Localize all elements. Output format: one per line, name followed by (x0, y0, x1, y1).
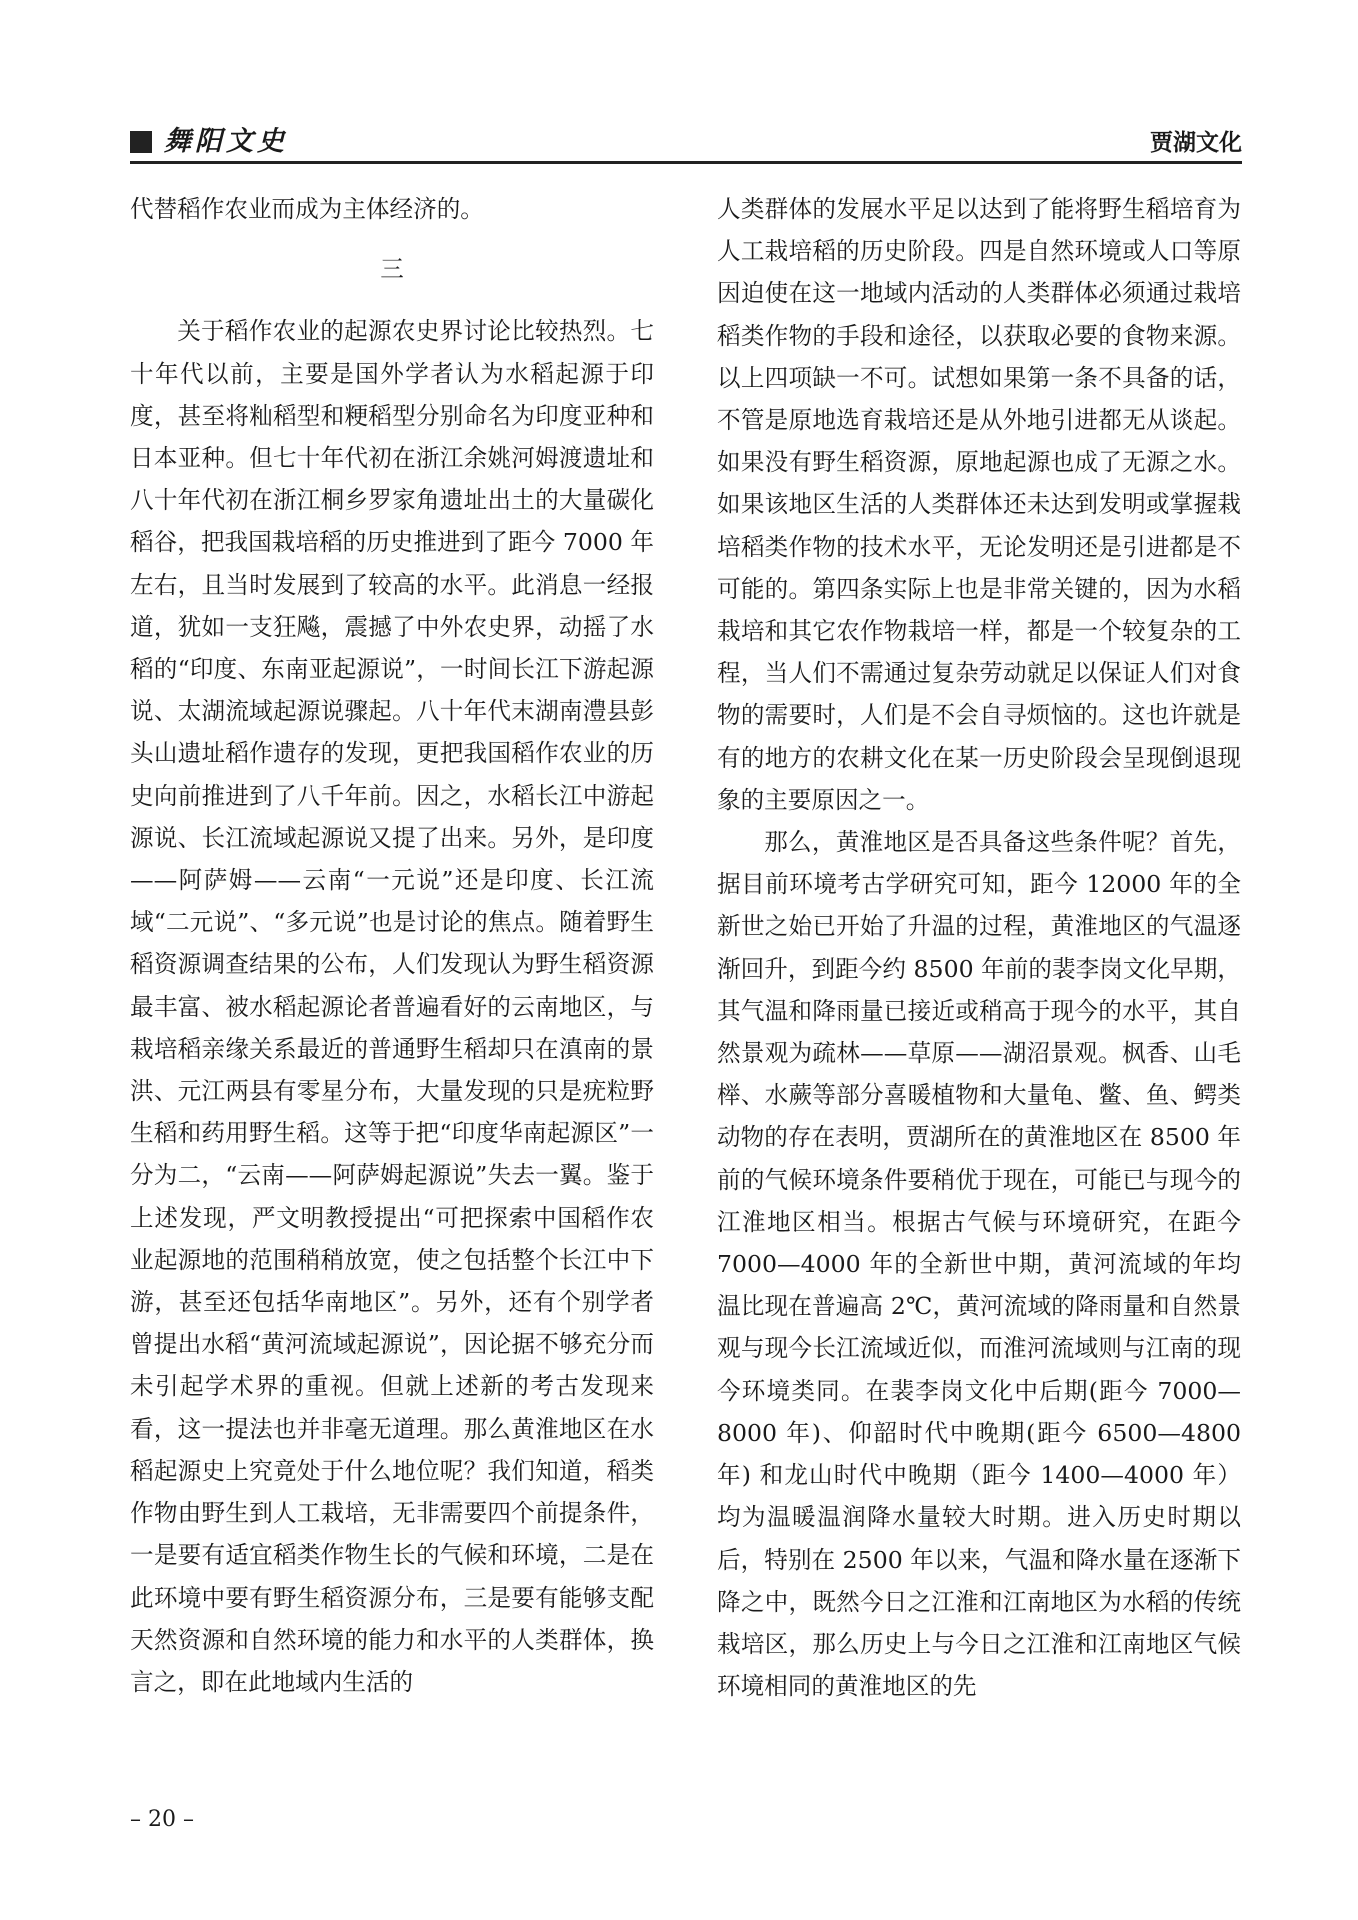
section-heading: 三 (380, 255, 404, 284)
header-square-icon (130, 131, 152, 153)
section-title: 贾湖文化 (1150, 130, 1242, 156)
paragraph: 关于稻作农业的起源农史界讨论比较热烈。七十年代以前，主要是国外学者认为水稻起源于印度，甚至将籼稻型和粳稻型分别命名为印度亚种和日本亚种。但七十年代初在浙江余姚河姆渡遗址和八十年代初在浙江桐乡罗家角遗址出土的大量碳化稻谷，把我国栽培稻的历史推进到了距今 7000 年左右，且当时发展到了较高的水平。此消息一经报道，犹如一支狂飚，震撼了中外农史界，动摇了水稻的“印度、东南亚起源说”，一时间长江下游起源说、太湖流域起源说骤起。八十年代末湖南澧县彭头山遗址稻作遗存的发现，更把我国稻作农业的历史向前推进到了八千年前。因之，水稻长江中游起源说、长江流域起源说又提了出来。另外，是印度——阿萨姆——云南“一元说”还是印度、长江流域“二元说”、“多元说”也是讨论的焦点。随着野生稻资源调查结果的公布，人们发现认为野生稻资源最丰富、被水稻起源论者普遍看好的云南地区，与栽培稻亲缘关系最近的普通野生稻却只在滇南的景洪、元江两县有零星分布，大量发现的只是疣粒野生稻和药用野生稻。这等于把“印度华南起源区”一分为二，“云南——阿萨姆起源说”失去一翼。鉴于上述发现，严文明教授提出“可把探索中国稻作农业起源地的范围稍稍放宽，使之包括整个长江中下游，甚至还包括华南地区”。另外，还有个别学者曾提出水稻“黄河流域起源说”，因论据不够充分而未引起学术界的重视。但就上述新的考古发现来看，这一提法也并非毫无道理。那么黄淮地区在水稻起源史上究竟处于什么地位呢？我们知道，稻类作物由野生到人工栽培，无非需要四个前提条件，一是要有适宜稻类作物生长的气候和环境，二是在此环境中要有野生稻资源分布，三是要有能够支配天然资源和自然环境的能力和水平的人类群体，换言之，即在此地域内生活的 (130, 317, 654, 1696)
page-number: – 20 – (130, 1807, 194, 1832)
paragraph: 那么，黄淮地区是否具备这些条件呢？首先，据目前环境考古学研究可知，距今 12000 年的全新世之始已开始了升温的过程，黄淮地区的气温逐渐回升，到距今约 8500 年前的裴李岗文化早期，其气温和降雨量已接近或稍高于现今的水平，其自然景观为疏林——草原——湖沼景观。枫香、山毛榉、水蕨等部分喜暖植物和大量龟、鳖、鱼、鳄类动物的存在表明，贾湖所在的黄淮地区在 8500 年前的气候环境条件要稍优于现在，可能已与现今的江淮地区相当。根据古气候与环境研究，在距今 7000—4000 年的全新世中期，黄河流域的年均温比现在普遍高 2℃，黄河流域的降雨量和自然景观与现今长江流域近似，而淮河流域则与江南的现今环境类同。在裴李岗文化中后期(距今 7000—8000 年)、仰韶时代中晚期(距今 6500—4800 年) 和龙山时代中晚期（距今 1400—4000 年）均为温暖温润降水量较大时期。进入历史时期以后，特别在 2500 年以来，气温和降水量在逐渐下降之中，既然今日之江淮和江南地区为水稻的传统栽培区，那么历史上与今日之江淮和江南地区气候环境相同的黄淮地区的先 (717, 828, 1241, 1701)
paragraph: 代替稻作农业而成为主体经济的。 (130, 195, 484, 223)
page-header (130, 128, 1242, 158)
right-column (717, 188, 1241, 1707)
header-rule (130, 161, 1242, 164)
journal-title: 舞阳文史 (164, 126, 288, 157)
left-column (130, 188, 654, 1703)
paragraph: 人类群体的发展水平足以达到了能将野生稻培育为人工栽培稻的历史阶段。四是自然环境或人口等原因迫使在这一地域内活动的人类群体必须通过栽培稻类作物的手段和途径，以获取必要的食物来源。以上四项缺一不可。试想如果第一条不具备的话，不管是原地选育栽培还是从外地引进都无从谈起。如果没有野生稻资源，原地起源也成了无源之水。如果该地区生活的人类群体还未达到发明或掌握栽培稻类作物的技术水平，无论发明还是引进都是不可能的。第四条实际上也是非常关键的，因为水稻栽培和其它农作物栽培一样，都是一个较复杂的工程，当人们不需通过复杂劳动就足以保证人们对食物的需要时，人们是不会自寻烦恼的。这也许就是有的地方的农耕文化在某一历史阶段会呈现倒退现象的主要原因之一。 (717, 195, 1241, 814)
